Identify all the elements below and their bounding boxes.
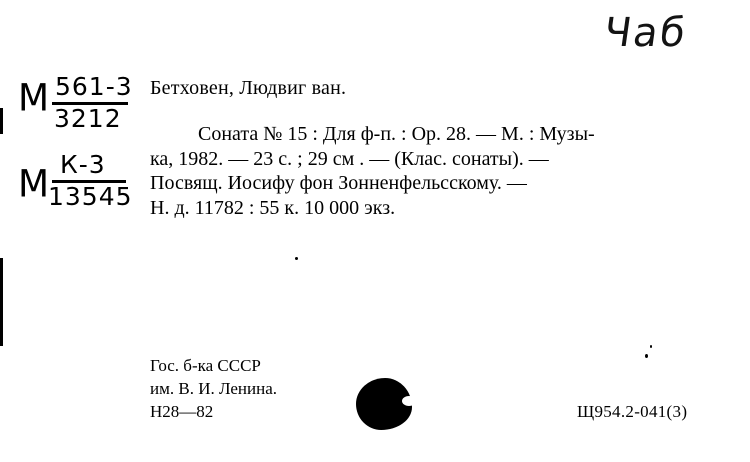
classification-code: Щ954.2-041(3) (577, 402, 688, 421)
library-line: им. В. И. Ленина. (150, 379, 278, 398)
library-line: Гос. б-ка СССР (150, 356, 261, 375)
ink-speck (650, 345, 652, 348)
edge-mark (0, 258, 3, 346)
shelfmark-bottom: 13545 (48, 182, 133, 211)
handwritten-corner-note: Чаб (600, 10, 690, 56)
ink-speck (295, 257, 298, 260)
description-line: Соната № 15 : Для ф-п. : Ор. 28. — М. : Музы- (198, 123, 595, 145)
description-line: Посвящ. Иосифу фон Зонненфельсскому. — (150, 172, 527, 194)
description-line: ка, 1982. — 23 с. ; 29 см . — (Клас. сонаты). — (150, 147, 549, 170)
shelfmark-top: К-3 (60, 150, 106, 179)
ink-speck (645, 354, 648, 358)
author-heading: Бетховен, Людвиг ван. (150, 77, 347, 99)
shelfmark-prefix: М (18, 76, 51, 121)
description-line: Н. д. 11782 : 55 к. 10 000 экз. (150, 196, 396, 219)
edge-mark (0, 108, 3, 134)
shelfmark-bottom: 3212 (54, 104, 122, 133)
ink-blot (356, 378, 412, 430)
bibliographic-description (150, 122, 707, 220)
library-imprint (150, 354, 277, 423)
shelfmark-top: 561-3 (55, 72, 133, 101)
library-line: Н28—82 (150, 402, 214, 421)
shelfmark-prefix: М (18, 162, 51, 207)
